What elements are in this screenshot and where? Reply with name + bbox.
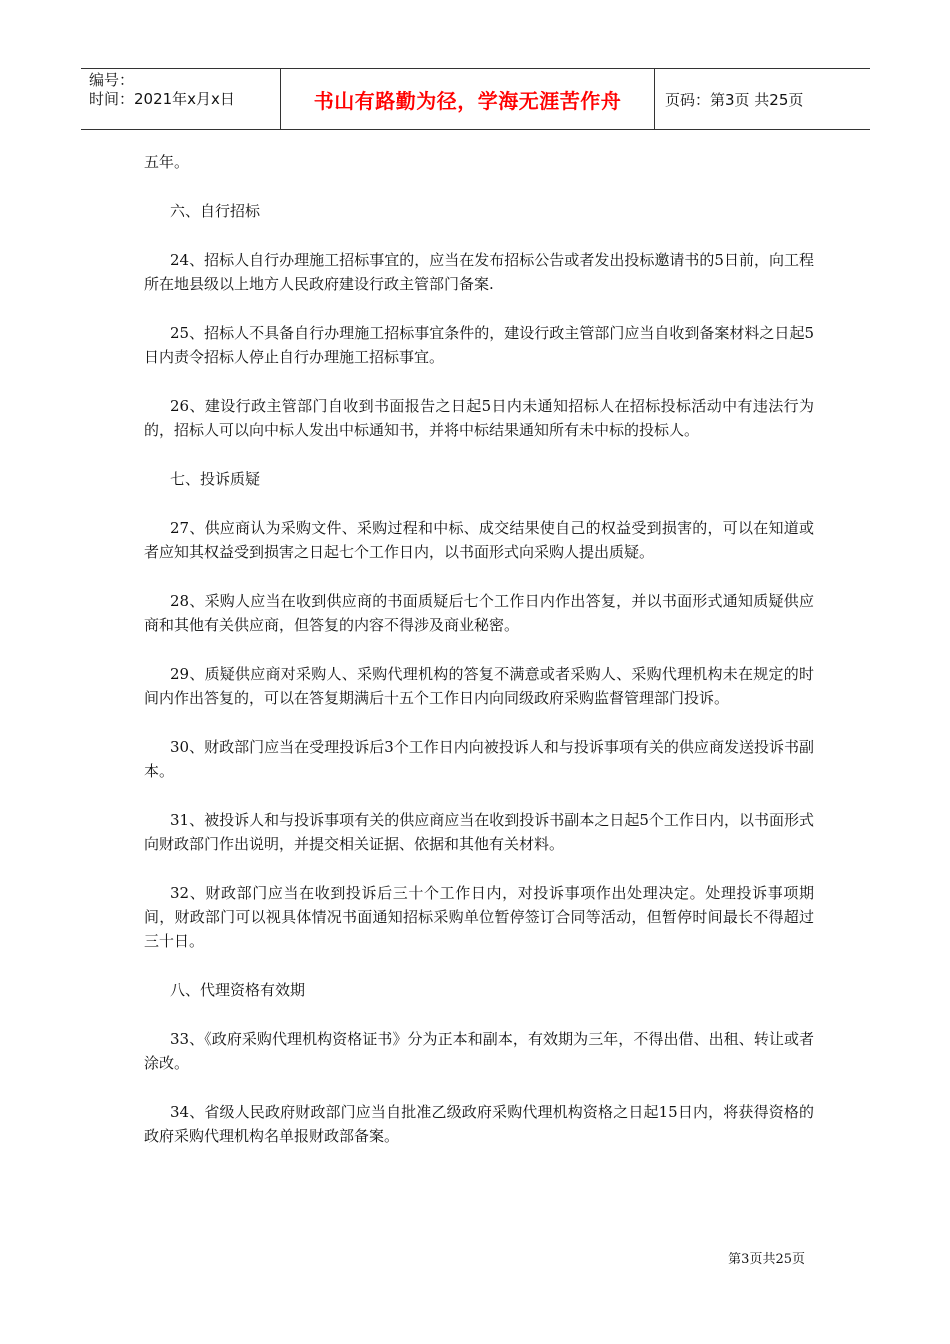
paragraph: 30、财政部门应当在受理投诉后3个工作日内向被投诉人和与投诉事项有关的供应商发送投诉书副本。 — [144, 738, 814, 780]
document-body — [144, 150, 814, 1173]
paragraph: 34、省级人民政府财政部门应当自批准乙级政府采购代理机构资格之日起15日内，将获得资格的政府采购代理机构名单报财政部备案。 — [144, 1103, 814, 1145]
document-time-label: 时间：2021年x月x日 — [89, 90, 235, 108]
header-page-number: 页码：第3页 共25页 — [665, 90, 804, 109]
paragraph-continuation: 五年。 — [144, 153, 190, 171]
paragraph: 24、招标人自行办理施工招标事宜的，应当在发布招标公告或者发出投标邀请书的5日前，向工程所在地县级以上地方人民政府建设行政主管部门备案. — [144, 251, 814, 293]
paragraph: 25、招标人不具备自行办理施工招标事宜条件的，建设行政主管部门应当自收到备案材料之日起5日内责令招标人停止自行办理施工招标事宜。 — [144, 324, 814, 366]
footer-page-number: 第3页共25页 — [728, 1252, 805, 1267]
section-heading: 八、代理资格有效期 — [170, 981, 306, 999]
header-meta — [81, 69, 281, 129]
paragraph: 26、建设行政主管部门自收到书面报告之日起5日内未通知招标人在招标投标活动中有违法行为的，招标人可以向中标人发出中标通知书，并将中标结果通知所有未中标的投标人。 — [144, 397, 814, 439]
paragraph: 33、《政府采购代理机构资格证书》分为正本和副本，有效期为三年，不得出借、出租、转让或者涂改。 — [144, 1030, 814, 1072]
section-heading: 六、自行招标 — [170, 202, 261, 220]
document-number-label: 编号： — [89, 71, 135, 89]
header-motto: 书山有路勤为径，学海无涯苦作舟 — [281, 69, 655, 129]
paragraph: 32、财政部门应当在收到投诉后三十个工作日内，对投诉事项作出处理决定。处理投诉事项期间，财政部门可以视具体情况书面通知招标采购单位暂停签订合同等活动，但暂停时间最长不得超过三十日。 — [144, 884, 814, 950]
paragraph: 27、供应商认为采购文件、采购过程和中标、成交结果使自己的权益受到损害的，可以在知道或者应知其权益受到损害之日起七个工作日内，以书面形式向采购人提出质疑。 — [144, 519, 814, 561]
paragraph: 28、采购人应当在收到供应商的书面质疑后七个工作日内作出答复，并以书面形式通知质疑供应商和其他有关供应商，但答复的内容不得涉及商业秘密。 — [144, 592, 814, 634]
section-heading: 七、投诉质疑 — [170, 470, 261, 488]
paragraph: 31、被投诉人和与投诉事项有关的供应商应当在收到投诉书副本之日起5个工作日内，以书面形式向财政部门作出说明，并提交相关证据、依据和其他有关材料。 — [144, 811, 814, 853]
paragraph: 29、质疑供应商对采购人、采购代理机构的答复不满意或者采购人、采购代理机构未在规定的时间内作出答复的，可以在答复期满后十五个工作日内向同级政府采购监督管理部门投诉。 — [144, 665, 814, 707]
document-header — [81, 68, 870, 130]
